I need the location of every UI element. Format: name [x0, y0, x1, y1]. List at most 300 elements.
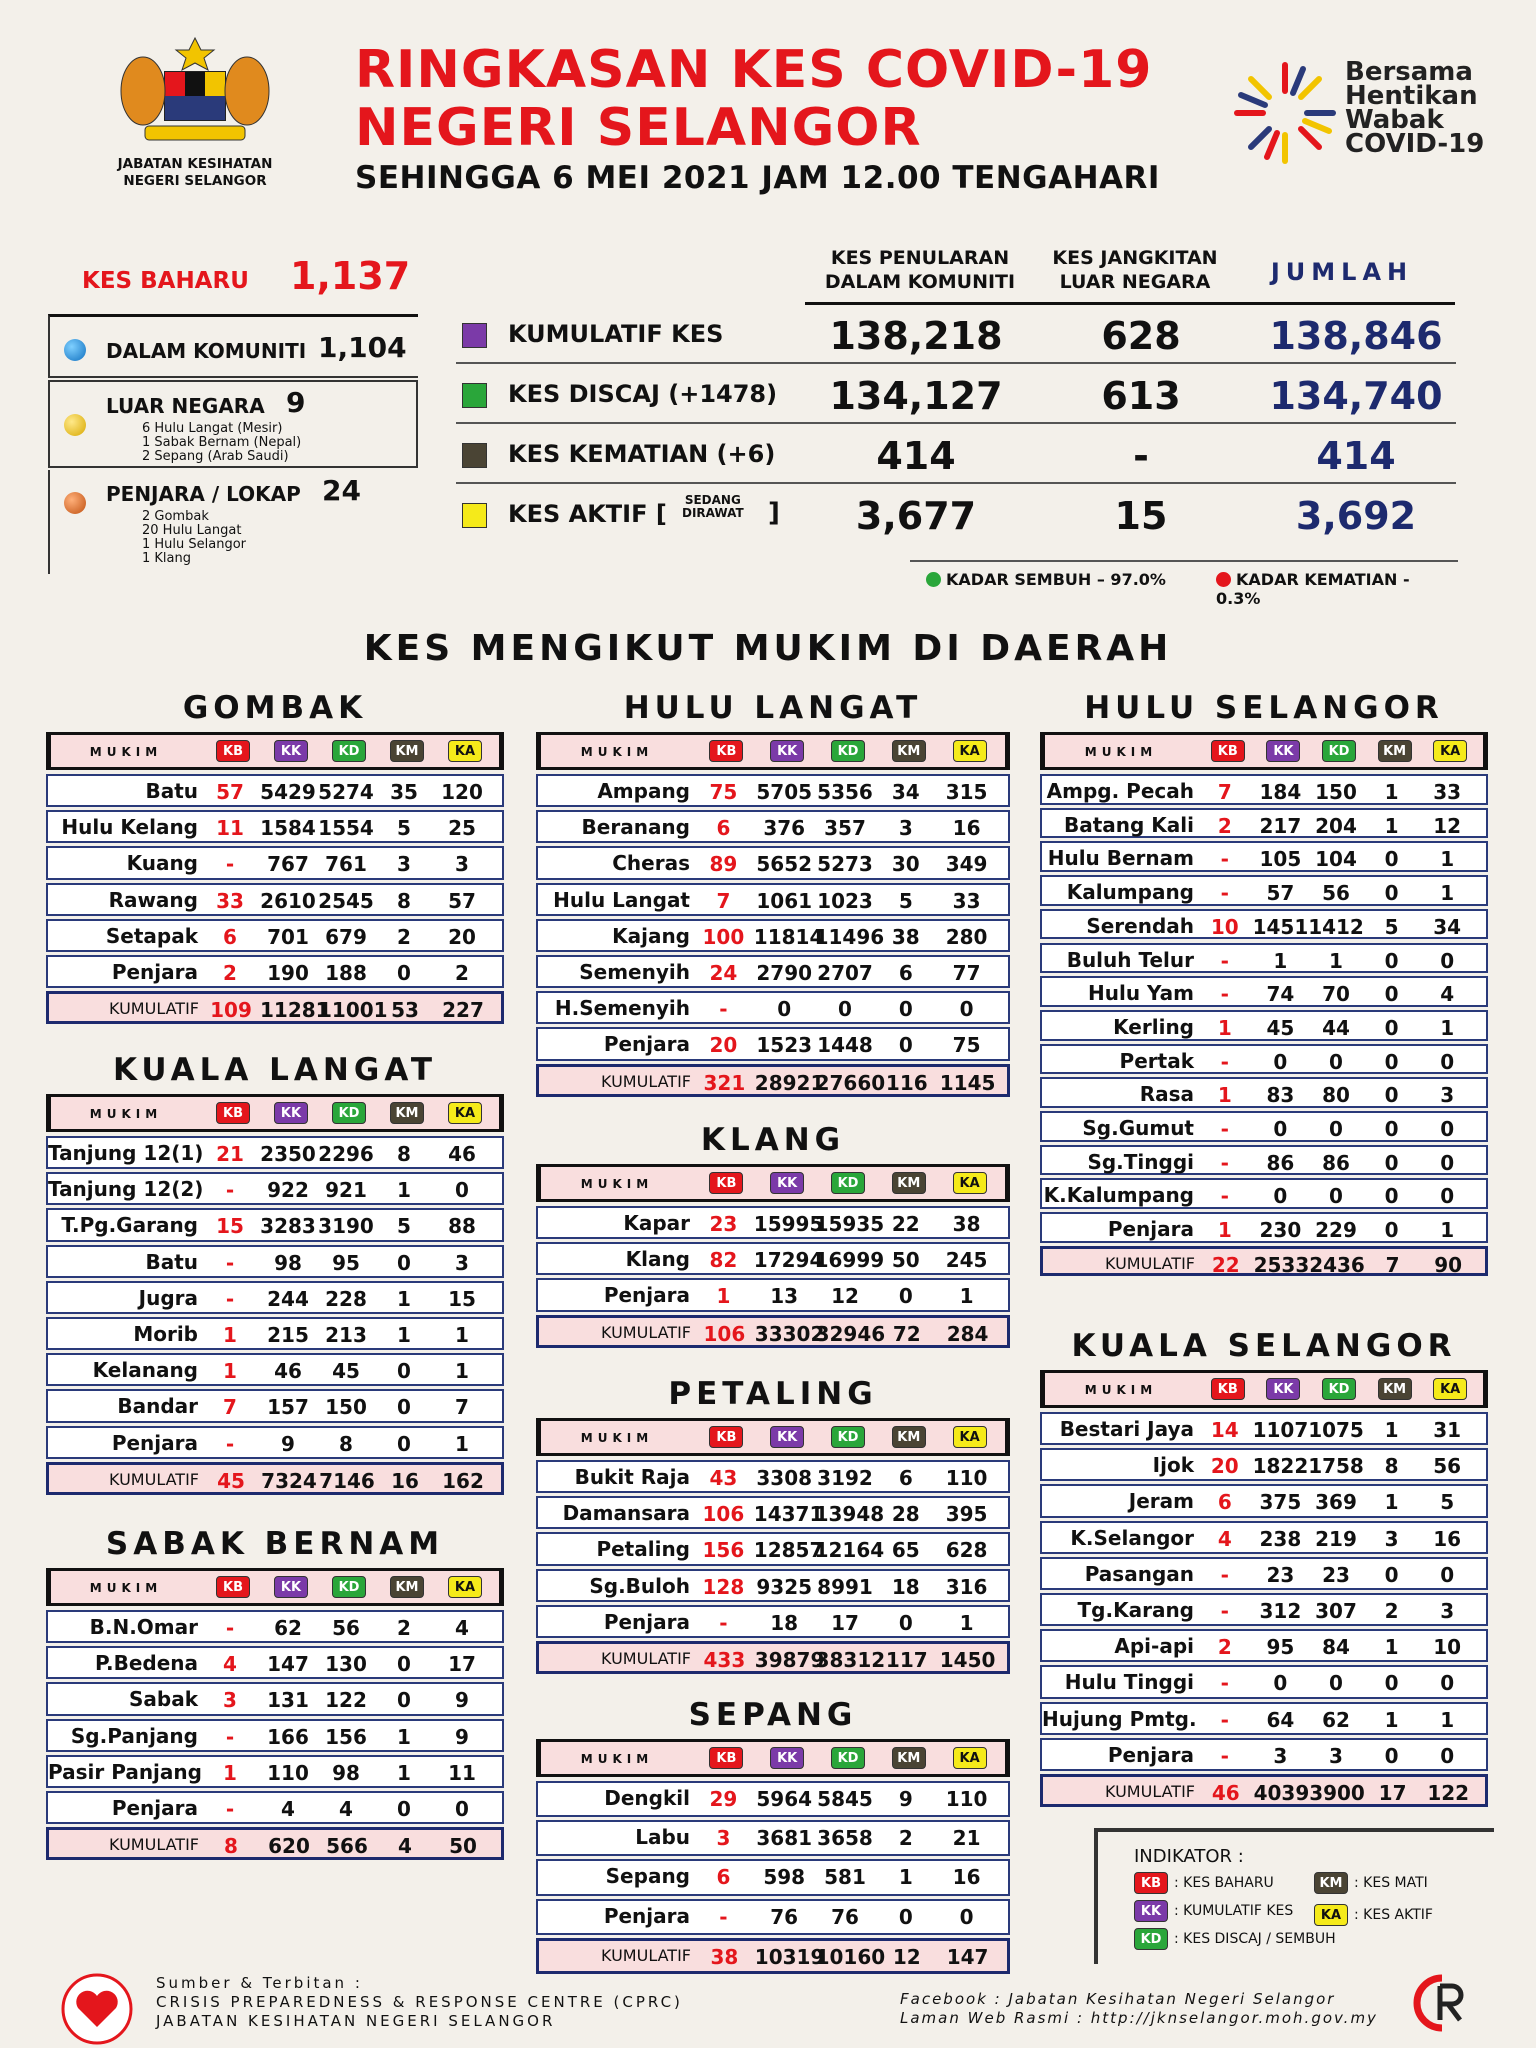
overseas-label: LUAR NEGARA [106, 394, 265, 418]
kb-value: - [1220, 982, 1229, 1007]
district-title: KUALA LANGAT [112, 1052, 438, 1088]
table-row [46, 1755, 504, 1788]
kd-value: 86 [1322, 1150, 1350, 1175]
kd-badge: KD [1322, 740, 1356, 762]
km-value: 3 [898, 816, 913, 841]
kb-value: 4 [1217, 1526, 1232, 1551]
summary-row-deaths [456, 426, 1456, 484]
mukim-name: Penjara [603, 1283, 690, 1308]
kk-value: 5429 [260, 780, 316, 804]
kb-badge: KB [1211, 740, 1245, 762]
kb-value: 21 [216, 1142, 244, 1166]
kd-value: 45 [332, 1359, 360, 1384]
ka-value: 33 [952, 888, 981, 913]
kk-value: 74 [1266, 982, 1295, 1007]
purple-square-icon [462, 323, 487, 348]
community-value: 138,218 [829, 314, 1003, 358]
mukim-name: Hulu Tinggi [1064, 1670, 1194, 1695]
total-row [536, 1315, 1010, 1348]
kb-value: 106 [703, 1321, 746, 1346]
col-community-line1: KES PENULARAN [830, 247, 1010, 269]
kd-value: 369 [1315, 1490, 1357, 1515]
table-row [46, 1426, 504, 1459]
mukim-name: Tanjung 12(2) [48, 1177, 204, 1202]
km-value: 0 [1384, 1218, 1399, 1243]
kd-value: 3190 [318, 1214, 374, 1239]
ka-badge: KA [1433, 740, 1467, 762]
ka-value: 0 [959, 1904, 974, 1929]
mukim-name: Hulu Langat [553, 887, 690, 912]
ka-value: 12 [1433, 813, 1462, 838]
ka-value: 2 [455, 961, 469, 985]
mukim-name: Ampg. Pecah [1046, 779, 1194, 803]
kd-value: 76 [831, 1904, 859, 1929]
kb-value: 20 [709, 1033, 738, 1058]
kk-value: 0 [777, 997, 792, 1022]
km-value: 1 [1384, 1490, 1399, 1515]
table-row [536, 1859, 1010, 1895]
website-link[interactable]: Laman Web Rasmi : http://jknselangor.moh.gov.my [900, 2009, 1378, 2027]
ka-value: 0 [455, 1178, 469, 1203]
table-row [1040, 1521, 1488, 1554]
kb-value: 43 [709, 1466, 738, 1490]
new-cases-value: 1,137 [290, 254, 411, 298]
mukim-name: Kajang [612, 923, 690, 948]
ka-value: 25 [448, 816, 476, 841]
table-row [1040, 1145, 1488, 1176]
kk-value: 230 [1259, 1218, 1302, 1243]
header-divider [805, 302, 1455, 305]
orange-dot-icon [64, 492, 86, 514]
mukim-name: Sabak [128, 1687, 198, 1712]
table-row [1040, 1212, 1488, 1243]
kd-value: 95 [332, 1250, 360, 1275]
km-value: 18 [891, 1574, 920, 1599]
table-row [536, 1781, 1010, 1817]
kd-badge: KD [332, 1102, 366, 1124]
slogan-line-2: Hentikan [1345, 81, 1478, 111]
mukim-name: Sg.Buloh [589, 1573, 690, 1598]
mukim-name: Kuang [126, 851, 198, 876]
recovery-rate [926, 570, 1166, 589]
kb-value: - [225, 1724, 235, 1749]
table-header [536, 732, 1010, 770]
prison-detail: 2 Gombak [142, 509, 209, 524]
ka-value: 5 [1440, 1490, 1455, 1515]
kd-value: 761 [325, 852, 367, 877]
ka-value: 3 [1440, 1599, 1455, 1623]
kk-value: 157 [267, 1395, 309, 1420]
mukim-name: T.Pg.Garang [61, 1213, 198, 1238]
kb-value: - [1220, 1150, 1229, 1175]
table-row [536, 1569, 1010, 1602]
kd-value: 219 [1315, 1526, 1357, 1551]
km-badge: KM [1314, 1872, 1348, 1894]
kk-value: 2610 [260, 888, 316, 913]
kd-value: 581 [824, 1865, 866, 1890]
km-value: 53 [391, 998, 419, 1023]
kb-value: 2 [1217, 813, 1232, 838]
km-value: 0 [1384, 847, 1399, 872]
mukim-name: Sg.Gumut [1082, 1116, 1194, 1140]
kk-value: 1 [1273, 948, 1288, 973]
ka-value: 75 [952, 1033, 981, 1058]
ka-value: 34 [1433, 914, 1462, 939]
ka-value: 10 [1433, 1635, 1462, 1660]
kk-value: 217 [1259, 813, 1302, 838]
table-row [536, 1820, 1010, 1856]
km-value: 35 [390, 780, 418, 804]
km-value: 0 [397, 1431, 411, 1456]
mukim-name: Penjara [111, 1430, 198, 1455]
ka-value: 0 [1440, 948, 1455, 973]
table-row [46, 846, 504, 879]
kb-badge: KB [709, 740, 743, 762]
km-value: 0 [397, 961, 411, 985]
mukim-name: Beranang [581, 815, 690, 840]
kk-value: 11281 [260, 998, 330, 1023]
mukim-name: Penjara [111, 960, 198, 984]
ka-value: 46 [448, 1142, 476, 1166]
km-value: 1 [898, 1865, 913, 1890]
kk-value: 147 [267, 1652, 309, 1677]
kb-value: - [1220, 1599, 1229, 1623]
km-value: 1 [1384, 813, 1399, 838]
new-cases-label: KES BAHARU [82, 268, 249, 294]
table-row [1040, 841, 1488, 872]
ka-value: 50 [449, 1834, 477, 1859]
ka-badge: KA [1314, 1904, 1348, 1926]
kb-value: - [1220, 1184, 1229, 1209]
kb-value: - [1220, 881, 1229, 906]
ka-value: 20 [448, 924, 476, 949]
ka-value: 9 [455, 1688, 469, 1713]
mukim-name: Sg.Tinggi [1087, 1149, 1194, 1174]
kk-value: 184 [1259, 780, 1302, 804]
ka-value: 56 [1433, 1454, 1462, 1479]
km-value: 0 [397, 1250, 411, 1275]
kk-value: 375 [1259, 1490, 1302, 1515]
mukim-name: Setapak [105, 923, 198, 948]
kk-value: 376 [763, 816, 806, 841]
ka-value: 4 [1440, 982, 1455, 1007]
mukim-name: Jeram [1128, 1489, 1194, 1514]
district-title: SEPANG [688, 1697, 858, 1733]
mukim-name: Sepang [605, 1864, 690, 1889]
mukim-name: Sg.Panjang [70, 1723, 198, 1748]
km-badge: KM [892, 1426, 926, 1448]
table-row [1040, 1178, 1488, 1209]
overseas-detail: 1 Sabak Bernam (Nepal) [142, 435, 302, 450]
ka-badge: KA [953, 1426, 987, 1448]
col-community-header [805, 246, 1035, 294]
kk-value: 13 [770, 1284, 799, 1309]
km-value: 1 [397, 1286, 411, 1311]
kb-badge: KB [1134, 1872, 1168, 1894]
legend-km [1314, 1872, 1428, 1894]
kb-badge: KB [1211, 1378, 1245, 1400]
km-value: 50 [891, 1248, 920, 1273]
kd-value: 156 [325, 1724, 367, 1749]
table-row [536, 1027, 1010, 1060]
table-header [46, 732, 504, 770]
kb-value: 23 [709, 1212, 738, 1236]
section-title: KES MENGIKUT MUKIM DI DAERAH [363, 628, 1173, 669]
mukim-name: Morib [133, 1322, 198, 1346]
footer-source-line3: JABATAN KESIHATAN NEGERI SELANGOR [156, 2012, 556, 2030]
kd-value: 98 [332, 1760, 360, 1785]
km-value: 16 [391, 1468, 419, 1493]
km-value: 3 [1384, 1526, 1399, 1551]
kd-value: 188 [325, 961, 367, 985]
table-row [46, 919, 504, 952]
table-row [1040, 1010, 1488, 1041]
mukim-name: Hulu Yam [1087, 981, 1194, 1006]
district-title: HULU LANGAT [623, 690, 923, 726]
km-value: 0 [898, 1033, 913, 1058]
kb-value: 128 [702, 1574, 745, 1599]
prison-detail: 20 Hulu Langat [142, 523, 242, 538]
ka-badge: KA [1433, 1378, 1467, 1400]
kd-value: 1758 [1308, 1454, 1364, 1479]
prison-value: 24 [322, 474, 361, 507]
mukim-name: P.Bedena [94, 1651, 198, 1676]
kd-value: 229 [1315, 1218, 1357, 1243]
kd-value: 3192 [817, 1466, 873, 1490]
kd-value: 56 [332, 1616, 360, 1640]
kb-value: 2 [223, 961, 237, 985]
kk-value: 3308 [756, 1466, 813, 1490]
kb-value: 24 [709, 961, 738, 985]
table-row [536, 955, 1010, 988]
total-row [1040, 1246, 1488, 1277]
km-value: 0 [1384, 1671, 1399, 1696]
kb-value: 4 [223, 1652, 237, 1677]
kk-value: 28921 [754, 1070, 825, 1095]
yellow-dot-icon [64, 414, 86, 436]
table-row [46, 1791, 504, 1824]
kk-value: 5652 [756, 852, 813, 877]
ka-value: 3 [455, 852, 469, 877]
km-value: 2 [1384, 1599, 1399, 1623]
kk-value: 1451 [1252, 914, 1309, 939]
ka-value: 628 [945, 1538, 988, 1563]
table-row [46, 1281, 504, 1314]
ka-value: 1 [1440, 1218, 1455, 1243]
kd-value: 228 [325, 1286, 367, 1311]
mukim-name: Hulu Kelang [61, 815, 198, 840]
km-value: 2 [898, 1826, 913, 1851]
dept-line-2: NEGERI SELANGOR [123, 173, 267, 189]
km-value: 34 [891, 780, 920, 804]
km-badge: KM [390, 1576, 424, 1598]
kb-value: 1 [223, 1323, 237, 1347]
kk-value: 39879 [754, 1648, 825, 1672]
table-row [536, 774, 1010, 807]
green-square-icon [462, 383, 487, 408]
km-value: 0 [397, 1688, 411, 1713]
kb-value: 1 [1217, 1015, 1232, 1040]
km-value: 0 [397, 1359, 411, 1384]
kd-value: 1 [1329, 948, 1343, 973]
kd-value: 12 [831, 1284, 859, 1309]
ka-value: 0 [1440, 1743, 1455, 1768]
kb-badge: KB [709, 1426, 743, 1448]
total-label: KUMULATIF [109, 999, 199, 1019]
km-badge: KM [1378, 1378, 1412, 1400]
kb-value: 1 [223, 1760, 237, 1785]
mukim-header: MUKIM [89, 1581, 163, 1595]
kb-value: 15 [216, 1214, 244, 1239]
kb-value: 6 [716, 1865, 731, 1890]
total-row [536, 1641, 1010, 1674]
district-title: PETALING [668, 1376, 878, 1412]
mukim-name: Bestari Jaya [1059, 1417, 1194, 1441]
table-row [536, 1460, 1010, 1493]
table-row [536, 1899, 1010, 1935]
table-header [1040, 1370, 1488, 1408]
district-title: HULU SELANGOR [1084, 690, 1444, 726]
km-value: 1 [397, 1760, 411, 1785]
row-label: KES AKTIF [ [508, 500, 667, 528]
yellow-square-icon [462, 503, 487, 528]
ka-value: 245 [945, 1248, 988, 1273]
table-row [1040, 1665, 1488, 1698]
kb-value: 57 [216, 780, 244, 804]
ka-value: 1450 [939, 1648, 996, 1672]
kb-value: 106 [702, 1502, 745, 1527]
kk-value: 11814 [753, 924, 824, 949]
kk-value: 0 [1273, 1671, 1288, 1696]
kk-value: 9 [281, 1431, 295, 1456]
prison-details [142, 510, 246, 566]
mukim-name: Semenyih [579, 960, 690, 984]
indicator-title: INDIKATOR : [1134, 1846, 1244, 1867]
community-label: DALAM KOMUNITI [106, 339, 307, 363]
kk-value: 62 [274, 1616, 302, 1640]
kb-value: 6 [1217, 1490, 1232, 1515]
kd-value: 23 [1322, 1562, 1350, 1587]
ka-value: 1 [1440, 881, 1455, 906]
ka-value: 122 [1427, 1781, 1470, 1805]
kk-value: 110 [267, 1760, 309, 1785]
km-value: 5 [1384, 914, 1399, 939]
table-header [1040, 732, 1488, 770]
table-row [46, 810, 504, 843]
km-value: 0 [1384, 1117, 1399, 1141]
mukim-name: Pasangan [1084, 1561, 1194, 1586]
kk-badge: KK [770, 740, 804, 762]
mukim-name: Penjara [603, 1609, 690, 1634]
kd-value: 1554 [318, 816, 374, 841]
kb-value: 1 [223, 1359, 237, 1384]
km-value: 9 [898, 1787, 913, 1811]
mukim-name: Kapar [623, 1211, 690, 1235]
kk-badge: KK [770, 1426, 804, 1448]
kk-badge: KK [770, 1172, 804, 1194]
km-value: 116 [885, 1070, 928, 1095]
table-row [1040, 1044, 1488, 1075]
table-row [1040, 1448, 1488, 1481]
department-name [100, 156, 290, 190]
total-row [46, 1827, 504, 1860]
kb-value: - [1220, 948, 1229, 973]
kb-badge: KB [216, 1576, 250, 1598]
km-value: 6 [898, 961, 913, 985]
blue-dot-icon [64, 339, 86, 361]
km-value: 2 [397, 924, 411, 949]
kd-value: 44 [1322, 1015, 1350, 1040]
kk-badge: KK [1266, 740, 1300, 762]
kd-badge: KD [831, 1747, 865, 1769]
mukim-name: Api-api [1114, 1634, 1194, 1659]
km-value: 8 [1384, 1454, 1399, 1479]
total-label: KUMULATIF [601, 1322, 691, 1342]
table-header [536, 1739, 1010, 1777]
kb-value: 8 [224, 1834, 238, 1859]
table-row [46, 1610, 504, 1643]
table-header [46, 1568, 504, 1606]
ka-value: 162 [442, 1468, 484, 1493]
campaign-slogan [1345, 57, 1485, 159]
ka-value: 88 [448, 1214, 476, 1239]
ka-value: 0 [959, 997, 974, 1022]
table-row [1040, 875, 1488, 906]
kk-value: 312 [1259, 1599, 1302, 1623]
kb-value: - [719, 1904, 728, 1929]
km-value: 65 [891, 1538, 920, 1563]
kd-value: 2707 [817, 961, 873, 985]
kk-value: 3283 [260, 1214, 316, 1239]
km-value: 1 [1384, 1418, 1399, 1442]
kd-value: 150 [325, 1395, 367, 1420]
mukim-header: MUKIM [580, 745, 654, 759]
kd-value: 2296 [318, 1142, 374, 1166]
km-value: 1 [397, 1323, 411, 1347]
dept-line-1: JABATAN KESIHATAN [117, 156, 273, 172]
kb-value: 1 [716, 1284, 731, 1309]
kb-value: 7 [1217, 780, 1232, 804]
kk-value: 0 [1273, 1117, 1288, 1141]
ka-value: 1 [455, 1359, 469, 1384]
ka-value: 316 [945, 1574, 988, 1599]
kd-value: 3 [1329, 1743, 1343, 1768]
community-value: 3,677 [855, 494, 977, 538]
table-row [1040, 1702, 1488, 1735]
km-badge: KM [390, 1102, 424, 1124]
kb-value: 7 [716, 888, 731, 913]
mukim-name: Bukit Raja [574, 1465, 690, 1489]
kd-value: 32946 [815, 1321, 886, 1346]
kb-value: 82 [709, 1248, 738, 1273]
total-label: KUMULATIF [109, 1469, 199, 1489]
recovery-rate-text: KADAR SEMBUH – 97.0% [946, 570, 1166, 589]
km-value: 0 [898, 1610, 913, 1635]
col-total-header: JUMLAH [1270, 258, 1414, 286]
dark-square-icon [462, 443, 487, 468]
kd-value: 679 [325, 924, 367, 949]
kk-value: 18 [770, 1610, 799, 1635]
km-badge: KM [892, 1172, 926, 1194]
ka-value: 315 [945, 780, 988, 804]
facebook-link[interactable]: Facebook : Jabatan Kesihatan Negeri Selangor [900, 1990, 1336, 2008]
kd-value: 0 [1329, 1184, 1343, 1209]
mukim-name: K.Kalumpang [1043, 1183, 1194, 1208]
col-overseas-header [1035, 246, 1235, 294]
ka-value: 284 [946, 1321, 989, 1346]
kb-value: 14 [1210, 1418, 1239, 1442]
table-row [536, 1605, 1010, 1638]
